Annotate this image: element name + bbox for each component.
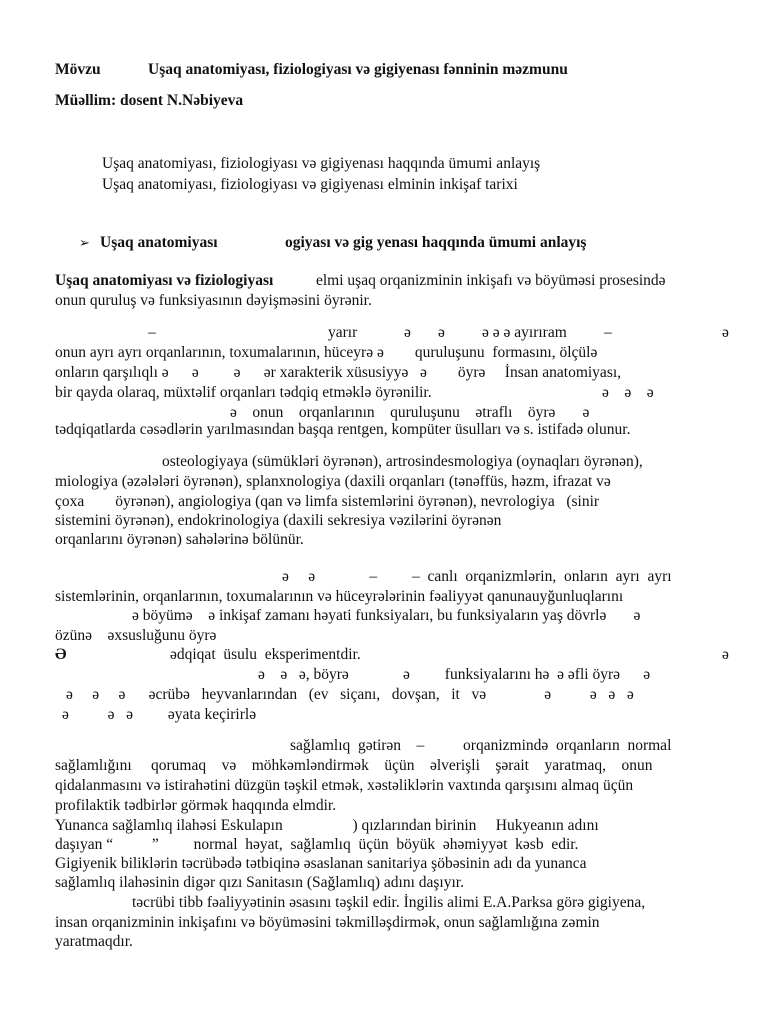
p4-line-1: ə ə – – canlı orqanizmlərin, onların ayrı ayrı — [282, 568, 672, 585]
p2-line-3: onların qarşılıqlı ə ə ə ər xarakterik xüsusiyyə ə öyrə İnsan anatomiyası, — [55, 364, 622, 381]
p3-line-3: çoxa öyrənən), angiologiya (qan və limfa sistemlərini öyrənən), nevrologiya (sinir — [55, 493, 600, 510]
p1-line-1: elmi uşaq orqanizminin inkişafı və böyüməsi prosesində — [316, 272, 666, 289]
p5-line-5: Yunanca sağlamlıq ilahəsi Eskulapın ) qızlarından birinin Hukyeanın adını — [55, 817, 599, 834]
p2-frag: ə — [438, 324, 445, 341]
p5-line-6: daşıyan “ ” normal həyat, sağlamlıq üçün böyük əhəmiyyət kəsb edir. — [55, 836, 579, 853]
p1-bold-term: Uşaq anatomiyası və fiziologiyası — [55, 272, 274, 289]
p5-line-7: Gigiyenik biliklərin təcrübədə tətbiqinə əsaslanan sanitariya şöbəsinin adı da yunanca — [55, 855, 587, 872]
bullet-arrow-icon: ➢ — [79, 235, 90, 250]
p3-line-1: osteologiyaya (sümükləri öyrənən), artrosindesmologiya (oynaqları öyrənən), — [162, 453, 643, 470]
p2-line-4: bir qayda olaraq, müxtəlif orqanları tədqiq etməklə öyrənilir. — [55, 384, 432, 401]
p4-line-8: ə ə ə əyata keçirirlə — [62, 706, 257, 723]
p2-frag: ə — [722, 324, 729, 341]
teacher-line: Müəllim: dosent N.Nəbiyeva — [55, 92, 244, 109]
p4-line-6: ə ə ə, böyrə ə funksiyalarını hə ə əfli öyrə ə — [258, 666, 651, 683]
plan-item-2: Uşaq anatomiyası, fiziologiyası və gigiyenası elminin inkişaf tarixi — [102, 176, 518, 193]
p4-line-5-tail: ə — [722, 646, 729, 663]
p3-line-5: orqanlarını öyrənən) sahələrinə bölünür. — [55, 531, 304, 548]
p2-frag: – — [604, 324, 612, 341]
p2-frag: ə — [404, 324, 411, 341]
p2-frag: yarır — [328, 324, 358, 341]
p5-line-9: təcrübi tibb fəaliyyətinin əsasını təşkil edir. İngilis alimi E.A.Parksa görə gigiyena, — [132, 894, 646, 911]
p2-line-6: tədqiqatlarda cəsədlərin yarılmasından başqa rentgen, kompüter üsulları və s. istifadə olunur. — [55, 421, 631, 438]
p5-line-2: sağlamlığını qorumaq və möhkəmləndirmək üçün əlverişli şərait yaratmaq, onun — [55, 757, 653, 774]
p2-line-5: ə onun orqanlarının quruluşunu ətraflı öyrə ə — [230, 404, 590, 421]
p4-line-5: ədqiqat üsulu eksperimentdir. — [170, 646, 361, 663]
p4-line-5-initial: Ə — [55, 646, 67, 663]
p5-line-3: qidalanmasını və istirahətini düzgün təşkil etmək, xəstəliklərin vaxtında qarşısını almaq üçün — [55, 777, 634, 794]
p1-line-2: onun quruluş və funksiyasının dəyişməsini öyrənir. — [55, 292, 372, 309]
section-heading-part-2: ogiyası və gig yenası haqqında ümumi anlayış — [285, 234, 587, 251]
p4-line-7: ə ə ə əcrübə heyvanlarından (ev siçanı, dovşan, it və ə ə ə ə — [66, 686, 634, 703]
p5-line-8: sağlamlıq ilahəsinin digər qızı Sanitasın (Sağlamlıq) adını daşıyır. — [55, 874, 464, 891]
p4-line-2: sistemlərinin, orqanlarının, toxumalarının və hüceyrələrinin fəaliyyət qanunauyğunluqlarını — [55, 588, 624, 605]
p3-line-4: sistemini öyrənən), endokrinologiya (daxili sekresiya vəzilərini öyrənən — [55, 512, 502, 529]
p3-line-2: miologiya (əzələləri öyrənən), splanxnologiya (daxili orqanları (tənəffüs, həzm, ifrazat və — [55, 473, 611, 490]
p2-line-4-tail: ə ə ə — [602, 384, 654, 401]
p2-line-2: onun ayrı ayrı orqanlarının, toxumalarının, hüceyrə ə quruluşunu formasını, ölçülə — [55, 344, 598, 361]
p5-line-4: profilaktik tədbirlər görmək haqqında elmdir. — [55, 797, 337, 814]
p4-line-4: özünə əxsusluğunu öyrə — [55, 627, 217, 644]
topic-title: Uşaq anatomiyası, fiziologiyası və gigiyenası fənninin məzmunu — [148, 61, 568, 78]
topic-label: Mövzu — [55, 61, 101, 78]
p2-frag: – — [148, 324, 156, 341]
p5-line-11: yaratmaqdır. — [55, 933, 133, 950]
plan-item-1: Uşaq anatomiyası, fiziologiyası və gigiyenası haqqında ümumi anlayış — [102, 155, 541, 172]
p4-line-3: ə böyümə ə inkişaf zamanı həyati funksiyaları, bu funksiyaların yaş dövrlə ə — [132, 607, 641, 624]
section-heading-part-1: Uşaq anatomiyası — [100, 234, 218, 251]
p2-frag: ə ə ə ayırıram — [482, 324, 567, 341]
p5-line-10: insan orqanizminin inkişafını və böyüməsini təkmilləşdirmək, onun sağlamlığına zəmin — [55, 914, 600, 931]
p5-line-1: sağlamlıq gətirən – orqanizmində orqanların normal — [290, 737, 672, 754]
